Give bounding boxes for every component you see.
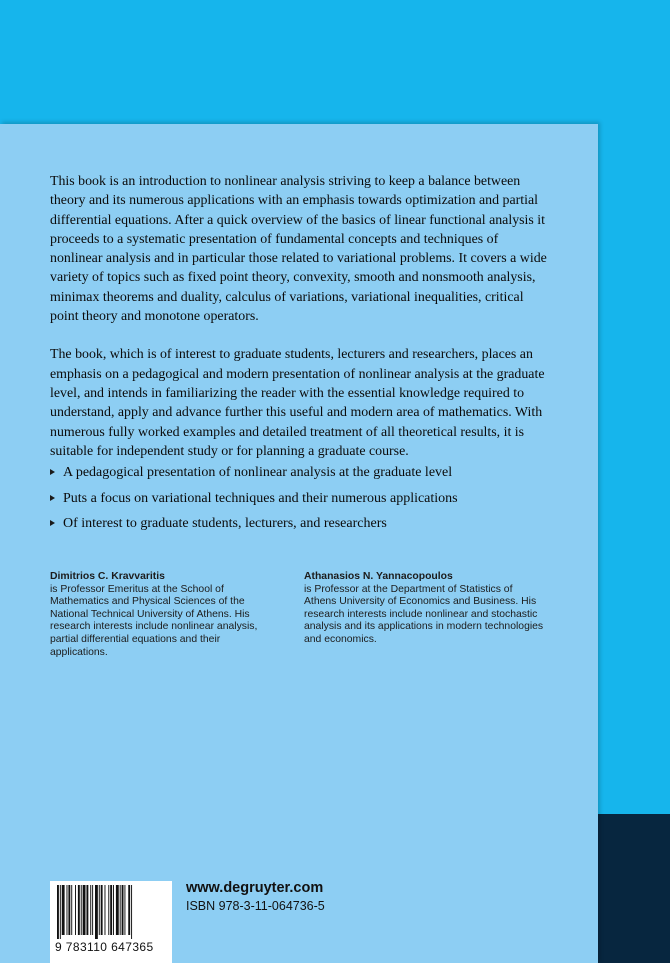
publisher-website: www.degruyter.com	[186, 880, 324, 896]
highlights-list	[50, 464, 570, 541]
barcode-digits: 9 783110 647365	[55, 940, 154, 954]
isbn-number: ISBN 978-3-11-064736-5	[186, 899, 325, 913]
highlight-item: Puts a focus on variational techniques and their numerous applications	[50, 490, 570, 516]
description-paragraph-1: This book is an introduction to nonlinear analysis striving to keep a balance between theory and its numerous applications with an emphasis towards optimization and partial differential equations. After a quick overview of the basics of linear functional analysis it proceeds to a systematic presentation of fundamental concepts and techniques of nonlinear analysis and in particular those related to variational problems. It covers a wide variety of topics such as fixed point theory, convexity, smooth and nonsmooth analysis, minimax theorems and duality, calculus of variations, variational inequalities, critical point theory and monotone operators.	[50, 174, 547, 325]
description-paragraph-2: The book, which is of interest to graduate students, lecturers and researchers, places an emphasis on a pedagogical and modern presentation of nonlinear analysis at the graduate level, and intends in familiarizing the reader with the essential knowledge required to understand, apply and advance further this useful and modern area of mathematics. With numerous fully worked examples and detailed treatment of all theoretical results, it is suitable for independent study or for planning a graduate course.	[50, 347, 545, 459]
accent-strip	[598, 814, 670, 963]
author-bio: is Professor at the Department of Statistics of Athens University of Economics and Business. His research interests include nonlinear and stochastic analysis and its applications in modern technologies and economics.	[304, 583, 544, 645]
author-kravvaritis	[50, 571, 280, 659]
triangle-bullet-icon	[50, 520, 55, 526]
barcode-bars-icon	[56, 885, 166, 939]
book-description	[50, 172, 550, 461]
author-name: Dimitrios C. Kravvaritis	[50, 571, 165, 582]
author-name: Athanasios N. Yannacopoulos	[304, 571, 453, 582]
highlight-item: A pedagogical presentation of nonlinear analysis at the graduate level	[50, 464, 570, 490]
isbn-barcode	[50, 881, 172, 963]
triangle-bullet-icon	[50, 469, 55, 475]
triangle-bullet-icon	[50, 495, 55, 501]
author-bio: is Professor Emeritus at the School of Mathematics and Physical Sciences of the National Technical University of Athens. His research interests include nonlinear analysis, partial differential equations and their applications.	[50, 583, 258, 658]
highlight-item: Of interest to graduate students, lecturers, and researchers	[50, 515, 570, 541]
author-yannacopoulos	[304, 571, 544, 647]
